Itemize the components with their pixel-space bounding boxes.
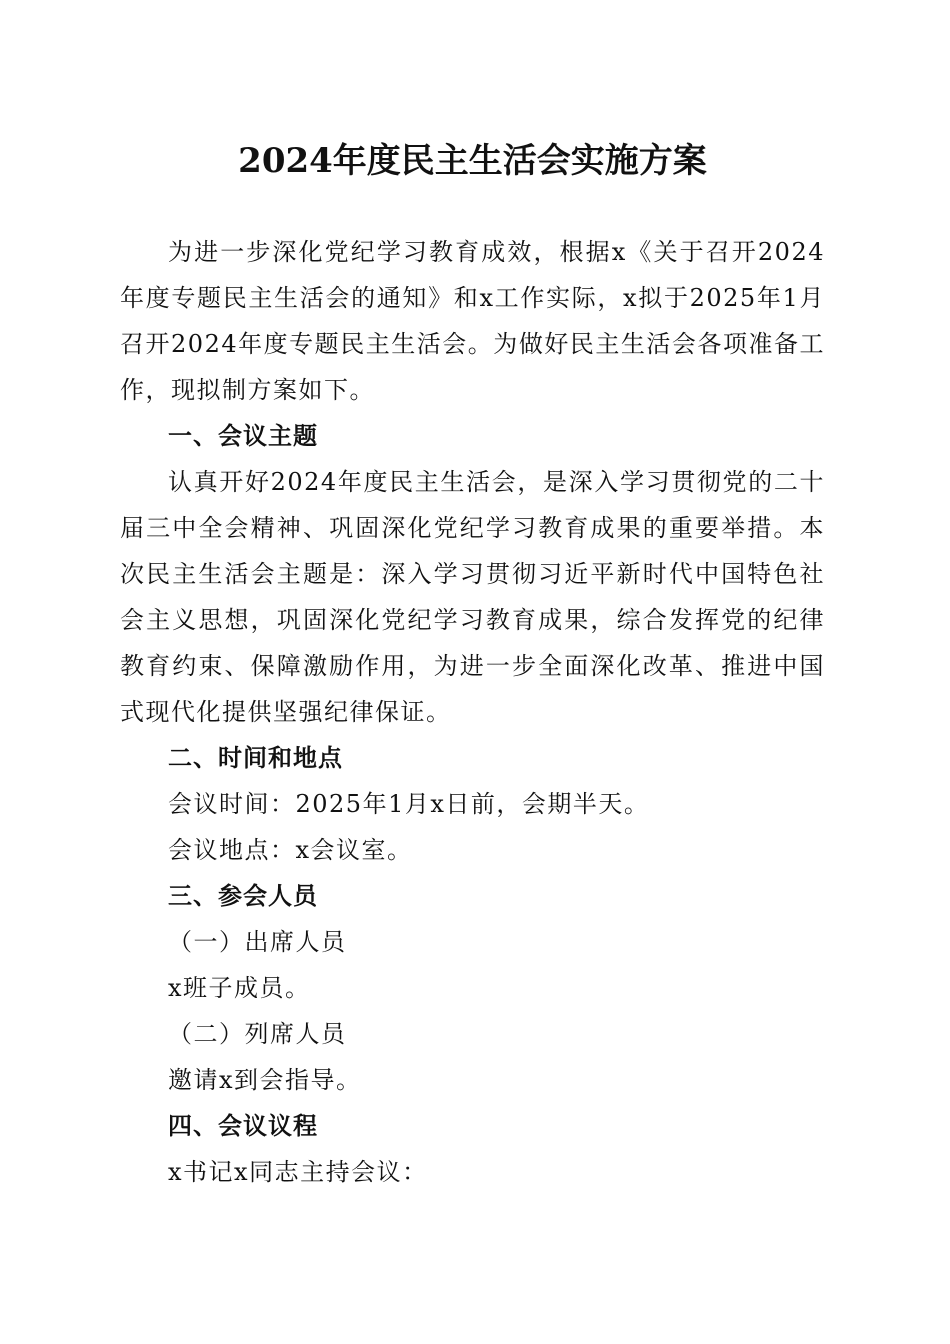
attendees-text: x班子成员。 bbox=[168, 974, 311, 1002]
observers-text: 邀请x到会指导。 bbox=[168, 1066, 362, 1094]
meeting-time: 会议时间：2025年1月x日前，会期半天。 bbox=[168, 790, 650, 818]
theme-paragraph: 认真开好2024年度民主生活会，是深入学习贯彻党的二十届三中全会精神、巩固深化党纪学习教育成果的重要举措。本次民主生活会主题是：深入学习贯彻习近平新时代中国特色社会主义思想，巩固深化党纪学习教育成果，综合发挥党的纪律教育约束、保障激励作用，为进一步全面深化改革、推进中国式现代化提供坚强纪律保证。 bbox=[120, 468, 825, 726]
intro-paragraph: 为进一步深化党纪学习教育成效，根据x《关于召开2024年度专题民主生活会的通知》和x工作实际，x拟于2025年1月召开2024年度专题民主生活会。为做好民主生活会各项准备工作，现拟制方案如下。 bbox=[120, 238, 825, 404]
subheading-observers: （二）列席人员 bbox=[168, 1020, 347, 1048]
section-heading-agenda: 四、会议议程 bbox=[168, 1112, 318, 1140]
section-heading-attendees: 三、参会人员 bbox=[168, 882, 318, 910]
section-heading-time-place: 二、时间和地点 bbox=[168, 744, 343, 772]
meeting-place: 会议地点：x会议室。 bbox=[168, 836, 413, 864]
document-title: 2024年度民主生活会实施方案 bbox=[238, 141, 707, 181]
section-heading-theme: 一、会议主题 bbox=[168, 422, 318, 450]
subheading-attendees: （一）出席人员 bbox=[168, 928, 347, 956]
agenda-text: x书记x同志主持会议： bbox=[168, 1158, 428, 1186]
document-body bbox=[120, 229, 825, 1195]
